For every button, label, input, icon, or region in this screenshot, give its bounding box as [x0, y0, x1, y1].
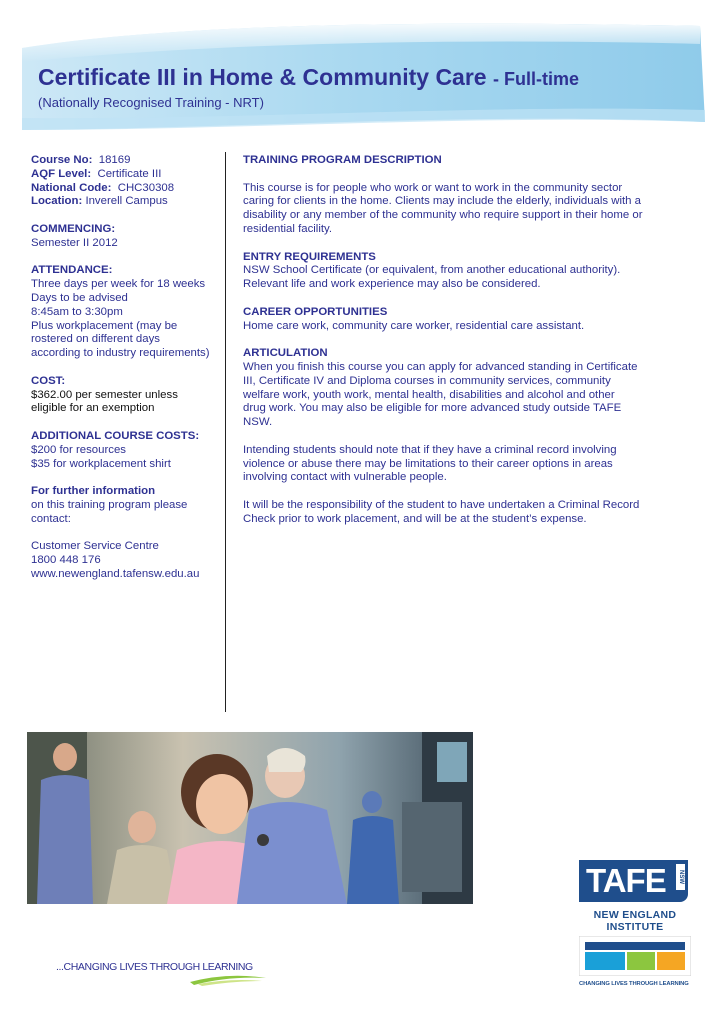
title-suffix: - Full-time — [492, 69, 579, 89]
national-code-label: National Code: — [31, 181, 112, 194]
nsw-logo-text: NSW — [676, 864, 685, 890]
institute-line: NEW ENGLAND — [593, 909, 677, 921]
cost-heading: COST: — [31, 374, 66, 387]
tafe-logo-word: TAFE — [586, 862, 666, 899]
institute-name — [579, 909, 691, 933]
responsibility-line: It will be the responsibility of the student to have undertaken a Criminal Record — [243, 498, 640, 511]
articulation-line: When you finish this course you can apply for advanced standing in Certificate — [243, 360, 638, 373]
contact-name: Customer Service Centre — [31, 540, 159, 553]
institute-line: INSTITUTE — [606, 921, 664, 933]
page-subtitle: (Nationally Recognised Training - NRT) — [38, 95, 264, 110]
attendance-line: Days to be advised — [31, 291, 128, 304]
attendance-line: Three days per week for 18 weeks — [31, 278, 206, 291]
tafe-logo-box — [579, 860, 688, 902]
logo-color-bars-icon — [579, 936, 691, 976]
additional-cost-line: $35 for workplacement shirt — [31, 457, 171, 470]
further-info-line: on this training program please — [31, 498, 188, 511]
tafe-nsw-logo — [579, 860, 691, 987]
aqf-row — [31, 168, 226, 182]
further-info-line: contact: — [31, 512, 71, 525]
note-line: involving contact with vulnerable people. — [243, 471, 447, 484]
logo-tagline: CHANGING LIVES THROUGH LEARNING — [579, 981, 689, 987]
articulation-line: drug work. You may also be eligible for more advanced study outside TAFE — [243, 402, 622, 415]
attendance-line: rostered on different days — [31, 333, 160, 346]
aqf-value: Certificate III — [97, 167, 162, 180]
aqf-label: AQF Level: — [31, 167, 92, 180]
course-no-row — [31, 154, 226, 168]
entry-line: NSW School Certificate (or equivalent, from another educational authority). — [243, 264, 621, 277]
course-info-column — [31, 154, 226, 582]
career-line: Home care work, community care worker, residential care assistant. — [243, 319, 585, 332]
description-column — [243, 154, 678, 527]
description-line: disability or any member of the community who require support in their home or — [243, 209, 643, 222]
description-line: caring for clients in the home. Clients may include the elderly, individuals with a — [243, 195, 642, 208]
entry-line: Relevant life and work experience may also be considered. — [243, 278, 541, 291]
column-divider — [225, 152, 226, 712]
description-line: This course is for people who work or want to work in the community sector — [243, 181, 623, 194]
location-row — [31, 195, 226, 209]
additional-costs-heading: ADDITIONAL COURSE COSTS: — [31, 429, 200, 442]
course-no-value: 18169 — [98, 154, 131, 166]
note-line: Intending students should note that if they have a criminal record involving — [243, 443, 617, 456]
cost-line: eligible for an exemption — [31, 402, 155, 415]
footer-tagline: ...CHANGING LIVES THROUGH LEARNING — [56, 961, 253, 973]
location-value: Inverell Campus — [85, 195, 168, 208]
green-swoosh-icon — [188, 972, 268, 986]
national-code-value: CHC30308 — [117, 181, 175, 194]
commencing-value: Semester II 2012 — [31, 236, 118, 249]
career-heading: CAREER OPPORTUNITIES — [243, 305, 388, 318]
articulation-line: III, Certificate IV and Diploma courses in community services, community — [243, 374, 611, 387]
location-label: Location: — [31, 195, 83, 208]
articulation-line: welfare work, youth work, mental health, disabilities and alcohol and other — [243, 388, 615, 401]
healthcare-photo — [27, 732, 473, 904]
attendance-line: 8:45am to 3:30pm — [31, 305, 123, 318]
note-line: violence or abuse there may be limitations to their career options in areas — [243, 457, 613, 470]
contact-phone[interactable]: 1800 448 176 — [31, 554, 101, 567]
title-main: Certificate III in Home & Community Care — [38, 64, 487, 90]
further-info-heading: For further information — [31, 485, 156, 498]
entry-requirements-heading: ENTRY REQUIREMENTS — [243, 250, 376, 263]
national-code-row — [31, 182, 226, 196]
contact-website-link[interactable]: www.newengland.tafensw.edu.au — [31, 567, 200, 580]
responsibility-line: Check prior to work placement, and will be at the student’s expense. — [243, 512, 587, 525]
attendance-heading: ATTENDANCE: — [31, 264, 113, 277]
attendance-line: according to industry requirements) — [31, 347, 210, 360]
additional-cost-line: $200 for resources — [31, 443, 126, 456]
cost-line: $362.00 per semester unless — [31, 388, 178, 401]
page-title — [38, 64, 579, 91]
attendance-line: Plus workplacement (may be — [31, 319, 178, 332]
description-line: residential facility. — [243, 222, 333, 235]
articulation-line: NSW. — [243, 416, 273, 429]
articulation-heading: ARTICULATION — [243, 347, 328, 360]
description-heading: TRAINING PROGRAM DESCRIPTION — [243, 154, 442, 166]
commencing-heading: COMMENCING: — [31, 222, 116, 235]
course-no-label: Course No: — [31, 154, 93, 166]
